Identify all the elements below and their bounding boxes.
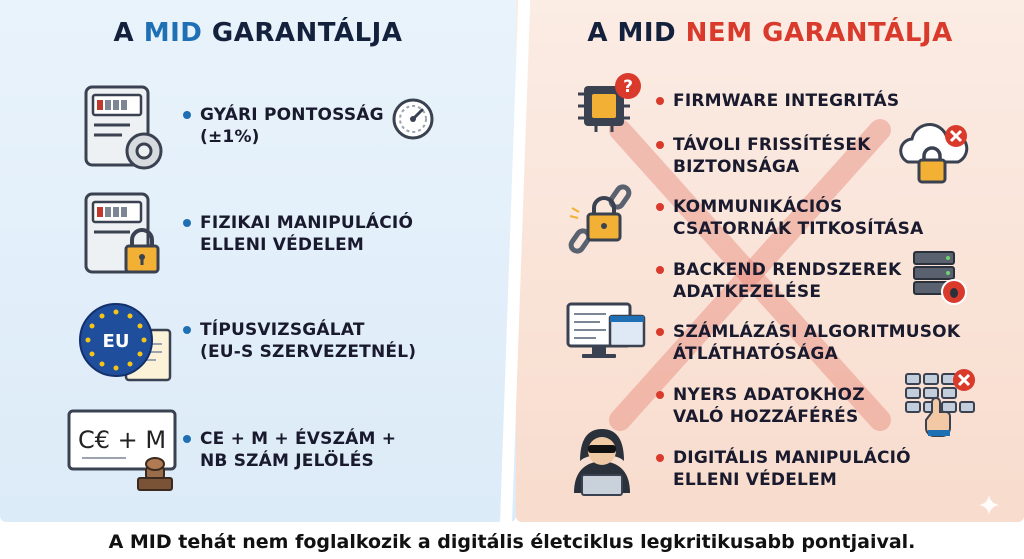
left-item-2: FIZIKAI MANIPULÁCIÓ ELLENI VÉDELEM: [183, 212, 413, 256]
left-item-4: CE + M + ÉVSZÁM + NB SZÁM JELÖLÉS: [183, 428, 396, 472]
bullet: [656, 141, 664, 149]
right-item-2: TÁVOLI FRISSÍTÉSEK BIZTONSÁGA: [656, 134, 871, 178]
meter-lock-icon: [82, 192, 170, 280]
bullet: [183, 326, 191, 334]
eu-badge-text: EU: [102, 331, 130, 352]
left-title: A MID GARANTÁLJA: [113, 18, 403, 48]
svg-text:?: ?: [623, 77, 633, 97]
bullet: [183, 219, 191, 227]
bullet: [656, 454, 664, 462]
right-title: A MID NEM GARANTÁLJA: [587, 18, 953, 48]
monitor-formula-icon: [566, 302, 648, 362]
right-item-4: BACKEND RENDSZEREK ADATKEZELÉSE: [656, 259, 901, 303]
ce-m-stamp-icon: [66, 408, 182, 496]
meter-gear-icon: [82, 85, 170, 173]
right-item-3: KOMMUNIKÁCIÓS CSATORNÁK TITKOSÍTÁSA: [656, 196, 923, 240]
bullet: [656, 266, 664, 274]
eu-certificate-icon: [78, 302, 176, 384]
cloud-lock-icon: [894, 118, 972, 184]
bullet: [656, 391, 664, 399]
bullet: [656, 97, 664, 105]
left-item-3: TÍPUSVIZSGÁLAT (EU-S SZERVEZETNÉL): [183, 319, 416, 363]
hacker-icon: [566, 425, 638, 497]
server-bug-icon: [910, 248, 968, 306]
bullet: [656, 203, 664, 211]
ce-m-text: C€ + M: [77, 426, 167, 454]
bullet: [183, 111, 191, 119]
right-item-1: FIRMWARE INTEGRITÁS: [656, 90, 899, 112]
bullet: [656, 328, 664, 336]
chip-question-icon: [574, 72, 644, 136]
right-item-5: SZÁMLÁZÁSI ALGORITMUSOK ÁTLÁTHATÓSÁGA: [656, 321, 960, 365]
right-item-7: DIGITÁLIS MANIPULÁCIÓ ELLENI VÉDELEM: [656, 447, 911, 491]
sparkle-icon: [978, 494, 1000, 516]
left-item-1: GYÁRI PONTOSSÁG (±1%): [183, 104, 384, 148]
right-item-6: NYERS ADATOKHOZ VALÓ HOZZÁFÉRÉS: [656, 384, 865, 428]
left-title-accent: MID: [143, 18, 203, 48]
gauge-icon: [391, 97, 435, 141]
right-title-accent: NEM GARANTÁLJA: [685, 18, 953, 48]
footer-caption: A MID tehát nem foglalkozik a digitális életciklus legkritikusabb pontjaival.: [108, 531, 916, 553]
broken-chain-lock-icon: [566, 182, 644, 258]
bullet: [183, 435, 191, 443]
keypad-denied-icon: [904, 368, 976, 438]
